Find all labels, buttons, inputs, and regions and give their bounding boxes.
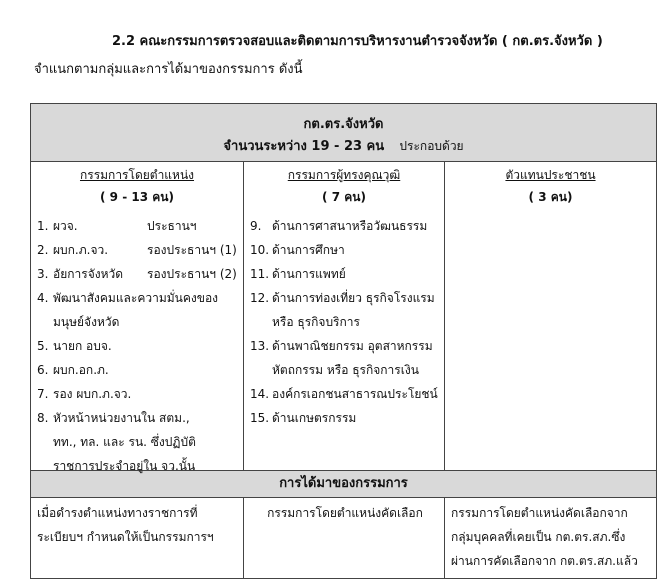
ex-officio-header: กรรมการโดยตำแหน่ง xyxy=(79,168,195,182)
selection-section-title: การได้มาของกรรมการ xyxy=(31,470,656,498)
list-item xyxy=(250,238,440,262)
members-row xyxy=(31,162,656,473)
committee-table xyxy=(30,103,657,579)
item-number: 14. xyxy=(250,387,270,401)
item-name: ด้านการแพทย์ xyxy=(272,267,346,281)
item-name: อัยการจังหวัด xyxy=(53,267,124,281)
item-number: 10. xyxy=(250,243,270,257)
item-name: ผบก.ภ.จว. xyxy=(53,243,109,257)
item-number: 12. xyxy=(250,291,270,305)
item-name: ด้านการศึกษา xyxy=(272,243,345,257)
item-name: ผบก.อก.ภ. xyxy=(53,363,109,377)
item-role: รองประธานฯ (2) xyxy=(147,267,237,281)
list-item xyxy=(37,406,239,430)
item-name: ด้านพาณิชยกรรม อุตสาหกรรม xyxy=(272,339,433,353)
list-item xyxy=(37,262,239,286)
section-heading: 2.2 คณะกรรมการตรวจสอบและติดตามการบริหารงานตำรวจจังหวัด ( กต.ตร.จังหวัด ) xyxy=(112,34,603,49)
list-item xyxy=(250,214,440,238)
item-role: รองประธานฯ (1) xyxy=(147,243,237,257)
list-item xyxy=(37,286,239,310)
item-name: ผวจ. xyxy=(53,219,78,233)
item-name: พัฒนาสังคมและความมั่นคงของ xyxy=(53,291,219,305)
selection-public-rep xyxy=(445,498,656,578)
item-name: ด้านการท่องเที่ยว ธุรกิจโรงแรม xyxy=(272,291,435,305)
item-number: 3. xyxy=(37,267,49,281)
item-name: ด้านเกษตรกรรม xyxy=(272,411,357,425)
selection-expert xyxy=(244,498,445,578)
expert-column xyxy=(244,162,445,470)
item-number: 7. xyxy=(37,387,49,401)
item-role: ประธานฯ xyxy=(147,219,197,233)
item-name: นายก อบจ. xyxy=(53,339,112,353)
public-rep-count: ( 3 คน) xyxy=(528,190,573,204)
table-title: กต.ตร.จังหวัด xyxy=(303,117,384,132)
table-count-line xyxy=(31,135,656,161)
section-subtitle: จำแนกตามกลุ่มและการได้มาของกรรมการ ดังนี้ xyxy=(34,62,303,77)
item-number: 1. xyxy=(37,219,49,233)
selection-row xyxy=(31,498,656,578)
item-number: 15. xyxy=(250,411,270,425)
item-name: องค์กรเอกชนสาธารณประโยชน์ xyxy=(272,387,438,401)
item-name: รอง ผบก.ภ.จว. xyxy=(53,387,132,401)
selection-text-line: กรรมการโดยตำแหน่งคัดเลือกจาก xyxy=(451,506,628,520)
list-item xyxy=(250,334,440,358)
selection-text-line: ผ่านการคัดเลือกจาก กต.ตร.สภ.แล้ว xyxy=(451,554,638,568)
item-name: ด้านการศาสนาหรือวัฒนธรรม xyxy=(272,219,428,233)
item-continuation: หัตถกรรม หรือ ธุรกิจการเงิน xyxy=(272,363,419,377)
expert-count: ( 7 คน) xyxy=(322,190,366,204)
item-name: หัวหน้าหน่วยงานใน สตม., xyxy=(53,411,190,425)
selection-text-line: ระเบียบฯ กำหนดให้เป็นกรรมการฯ xyxy=(37,530,214,544)
item-continuation: ทท., ทล. และ รน. ซึ่งปฏิบัติ xyxy=(53,435,196,449)
list-item xyxy=(37,358,239,382)
selection-text-line: กรรมการโดยตำแหน่งคัดเลือก xyxy=(267,506,423,520)
item-number: 13. xyxy=(250,339,270,353)
list-item xyxy=(37,214,239,238)
list-item xyxy=(250,286,440,310)
list-item xyxy=(37,382,239,406)
table-count: จำนวนระหว่าง 19 - 23 คน xyxy=(223,139,385,154)
list-item xyxy=(250,406,440,430)
selection-ex-officio xyxy=(31,498,244,578)
public-rep-header: ตัวแทนประชาชน xyxy=(505,168,596,182)
ex-officio-count: ( 9 - 13 คน) xyxy=(100,190,174,204)
item-continuation: มนุษย์จังหวัด xyxy=(53,315,120,329)
selection-text-line: กลุ่มบุคคลที่เคยเป็น กต.ตร.สภ.ซึ่ง xyxy=(451,530,626,544)
list-item xyxy=(37,238,239,262)
public-rep-column xyxy=(445,162,656,470)
table-count-suffix: ประกอบด้วย xyxy=(399,139,464,153)
table-header xyxy=(31,104,656,162)
item-number: 2. xyxy=(37,243,49,257)
item-number: 8. xyxy=(37,411,49,425)
expert-header: กรรมการผู้ทรงคุณวุฒิ xyxy=(287,168,401,182)
selection-text-line: เมื่อดำรงตำแหน่งทางราชการที่ xyxy=(37,506,198,520)
item-continuation: หรือ ธุรกิจบริการ xyxy=(272,315,360,329)
item-continuation: ราชการประจำอยู่ใน จว.นั้น xyxy=(53,459,196,473)
item-number: 6. xyxy=(37,363,49,377)
ex-officio-column xyxy=(31,162,244,473)
list-item xyxy=(250,262,440,286)
item-number: 9. xyxy=(250,219,262,233)
list-item xyxy=(250,382,440,406)
item-number: 11. xyxy=(250,267,270,281)
list-item xyxy=(37,334,239,358)
item-number: 5. xyxy=(37,339,49,353)
item-number: 4. xyxy=(37,291,49,305)
